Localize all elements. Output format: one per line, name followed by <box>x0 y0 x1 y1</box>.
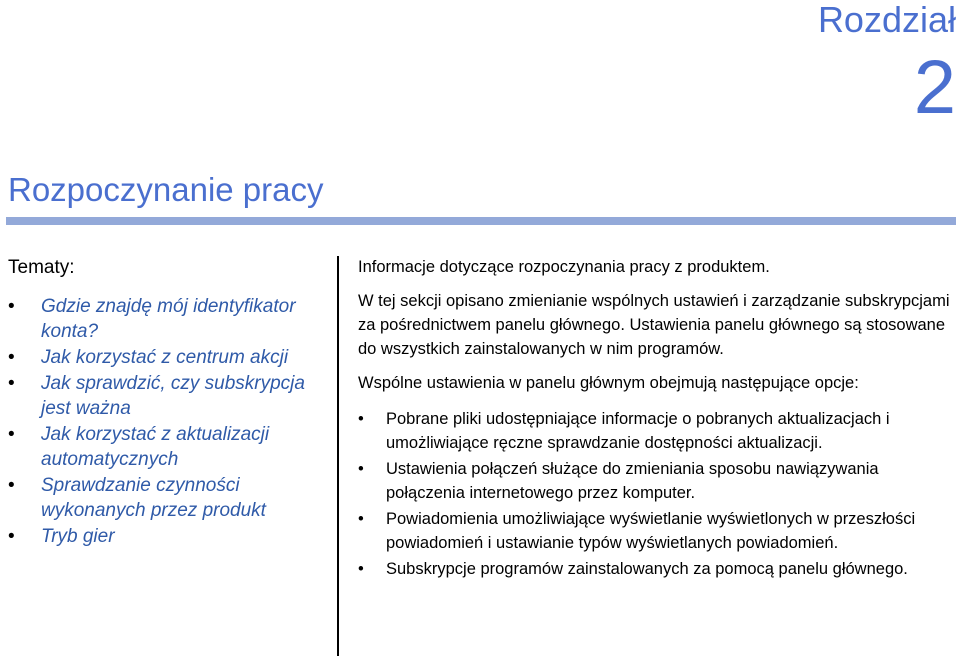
bullet-icon: • <box>358 460 364 478</box>
bullet-icon: • <box>8 424 15 445</box>
topic-link[interactable] <box>8 345 328 370</box>
list-item <box>358 407 958 455</box>
bullet-icon: • <box>8 373 15 394</box>
topic-link[interactable] <box>8 422 328 472</box>
body-paragraph: W tej sekcji opisano zmienianie wspólnych ustawień i zarządzanie subskrypcjami za pośrednictwem panelu głównego. Ustawienia panelu głównego są stosowane do wszystkich zainstalowanych w nim programów. <box>358 292 950 358</box>
topic-link-label[interactable]: Jak sprawdzić, czy subskrypcja jest ważna <box>41 373 305 419</box>
topic-link-label[interactable]: Gdzie znajdę mój identyfikator konta? <box>41 296 296 342</box>
column-divider <box>337 256 339 656</box>
list-item <box>358 507 958 555</box>
topic-link[interactable] <box>8 524 328 549</box>
list-item-text: Subskrypcje programów zainstalowanych za pomocą panelu głównego. <box>386 560 908 578</box>
topic-link-label[interactable]: Sprawdzanie czynności wykonanych przez produkt <box>41 475 266 521</box>
content-column <box>358 255 958 583</box>
topic-link-label[interactable]: Jak korzystać z aktualizacji automatycznych <box>41 424 270 470</box>
topic-link[interactable] <box>8 371 328 421</box>
topic-link-label[interactable]: Tryb gier <box>41 526 115 547</box>
topics-list <box>8 294 328 550</box>
topic-link[interactable] <box>8 473 328 523</box>
intro-paragraph: Informacje dotyczące rozpoczynania pracy z produktem. <box>358 258 770 276</box>
bullet-icon: • <box>8 526 15 547</box>
list-item-text: Ustawienia połączeń służące do zmieniania sposobu nawiązywania połączenia internetowego przez komputer. <box>386 460 879 502</box>
body-paragraph: Wspólne ustawienia w panelu głównym obejmują następujące opcje: <box>358 374 859 392</box>
list-item-text: Pobrane pliki udostępniające informacje o pobranych aktualizacjach i umożliwiające ręczne sprawdzanie dostępności aktualizacji. <box>386 410 890 452</box>
topics-heading: Tematy: <box>8 257 75 278</box>
chapter-label: Rozdział <box>817 0 956 40</box>
list-item <box>358 557 958 581</box>
page-title: Rozpoczynanie pracy <box>8 171 324 208</box>
list-item-text: Powiadomienia umożliwiające wyświetlanie wyświetlonych w przeszłości powiadomień i ustawianie typów wyświetlanych powiadomień. <box>386 510 916 552</box>
bullet-icon: • <box>358 410 364 428</box>
bullet-icon: • <box>8 296 15 317</box>
topic-link-label[interactable]: Jak korzystać z centrum akcji <box>41 347 289 368</box>
bullet-icon: • <box>358 510 364 528</box>
bullet-icon: • <box>358 560 364 578</box>
options-list <box>358 407 958 581</box>
topic-link[interactable] <box>8 294 328 344</box>
chapter-number: 2 <box>913 45 956 130</box>
bullet-icon: • <box>8 475 15 496</box>
bullet-icon: • <box>8 347 15 368</box>
list-item <box>358 457 958 505</box>
title-divider <box>6 217 956 225</box>
